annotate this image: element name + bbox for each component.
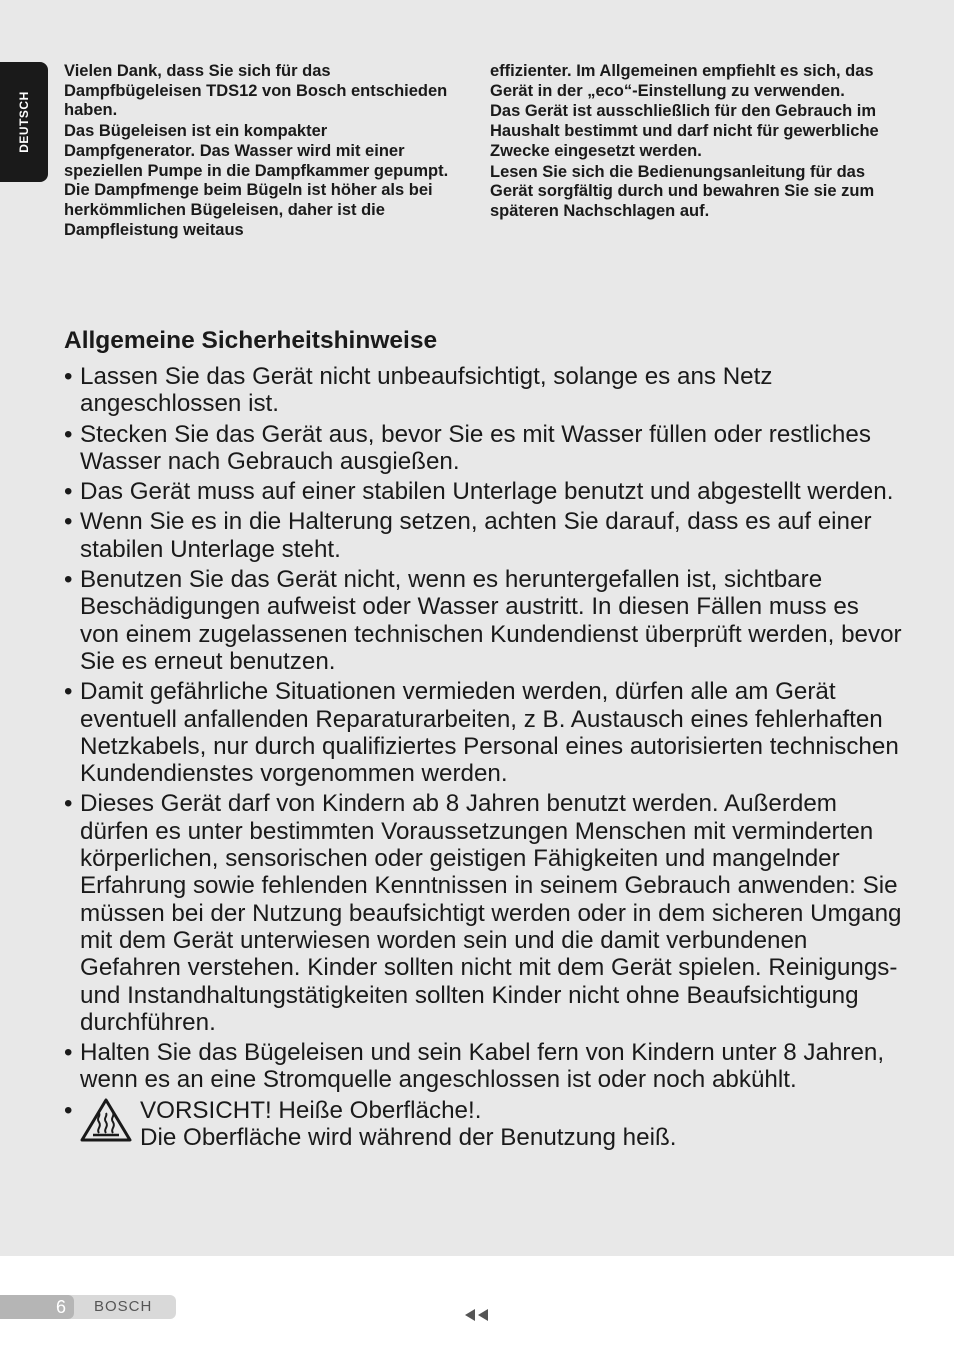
page-number-box (0, 1295, 74, 1319)
bullet: • (64, 420, 73, 448)
list-item-text: Benutzen Sie das Gerät nicht, wenn es heruntergefallen ist, sichtbare Beschädigungen aufweist oder Wasser austritt. In diesen Fällen muss es von einem zugelassenen technischen Kundendienst überprüft werden, bevor Sie es erneut benutzen. (80, 566, 902, 675)
list-item (64, 478, 904, 505)
warning-title: VORSICHT! Heiße Oberfläche!. (140, 1096, 482, 1124)
warning-text (140, 1097, 676, 1152)
list-item-text: Dieses Gerät darf von Kindern ab 8 Jahren benutzt werden. Außerdem dürfen es unter bestimmten Voraussetzungen Menschen mit verminderten körperlichen, sensorischen oder geistigen Fähigkeiten und mangelnder Erfahrung sowie fehlenden Kenntnissen in seinem Gebrauch anwenden: Sie müssen bei der Nutzung beaufsichtigt werden oder in dem sicheren Umgang mit dem Gerät unterwiesen worden sein und die damit verbundenen Gefahren verstehen. Kinder sollten nicht mit dem Gerät spielen. Reinigungs- und Instandhaltungstätigkeiten sollten Kinder nicht ohne Beaufsichtigung durchführen. (80, 790, 902, 1036)
intro-column-left (64, 62, 454, 241)
bullet: • (64, 363, 73, 390)
intro-paragraph: Das Bügeleisen ist ein kompakter Dampfgenerator. Das Wasser wird mit einer speziellen Pumpe in die Dampfkammer gepumpt. Die Dampfmenge beim Bügeln ist höher als bei herkömmlichen Bügeleisen, daher ist die Dampfleistung weitaus (64, 122, 449, 239)
language-tab (0, 62, 48, 182)
intro-column-right (490, 62, 900, 223)
bullet: • (64, 478, 73, 506)
warning-description: Die Oberfläche wird während der Benutzung heiß. (140, 1124, 677, 1152)
list-item-text: Damit gefährliche Situationen vermieden werden, dürfen alle am Gerät eventuell anfallenden Reparaturarbeiten, z B. Austausch eines fehlerhaften Netzkabels, nur durch qualifiziertes Personal eines autorisierten technischen Kundendienstes vorgenommen werden. (80, 678, 899, 788)
brand-name: BOSCH (94, 1298, 153, 1315)
rewind-arrows-icon[interactable] (462, 1307, 490, 1323)
bullet: • (64, 566, 73, 594)
intro-paragraph: effizienter. Im Allgemeinen empfiehlt es sich, das Gerät in der „eco“-Einstellung zu verwenden. (490, 62, 874, 100)
bullet: • (64, 1039, 73, 1067)
hot-surface-warning-icon (80, 1097, 132, 1143)
bullet: • (64, 790, 73, 818)
list-item-text: Stecken Sie das Gerät aus, bevor Sie es mit Wasser füllen oder restliches Wasser nach Gebrauch ausgießen. (80, 420, 871, 475)
intro-paragraph: Vielen Dank, dass Sie sich für das Dampfbügeleisen TDS12 von Bosch entschieden haben. (64, 62, 448, 120)
list-item-text: Das Gerät muss auf einer stabilen Unterlage benutzt und abgestellt werden. (80, 478, 894, 506)
list-item-text: Wenn Sie es in die Halterung setzen, achten Sie darauf, dass es auf einer stabilen Unterlage steht. (80, 508, 872, 563)
list-item (64, 1039, 904, 1094)
list-item (64, 678, 904, 787)
bullet: • (64, 1096, 73, 1124)
intro-paragraph: Lesen Sie sich die Bedienungsanleitung für das Gerät sorgfältig durch und bewahren Sie sie zum späteren Nachschlagen auf. (490, 162, 875, 220)
list-item-text: Lassen Sie das Gerät nicht unbeaufsichtigt, solange es ans Netz angeschlossen ist. (80, 363, 773, 418)
page-number: 6 (55, 1297, 66, 1317)
warning-item (64, 1097, 904, 1152)
language-tab-label: DEUTSCH (17, 91, 31, 153)
list-item (64, 421, 904, 476)
safety-list (64, 363, 904, 1151)
section-heading: Allgemeine Sicherheitshinweise (64, 327, 438, 354)
list-item-text: Halten Sie das Bügeleisen und sein Kabel fern von Kindern unter 8 Jahren, wenn es an eine Stromquelle angeschlossen ist oder noch abkühlt. (80, 1039, 885, 1094)
bullet: • (64, 678, 73, 706)
list-item (64, 790, 904, 1036)
list-item (64, 566, 904, 675)
bullet: • (64, 508, 73, 536)
warning-row (80, 1097, 904, 1152)
list-item (64, 363, 904, 418)
safety-section (64, 326, 904, 1154)
footer-pill (0, 1295, 176, 1319)
intro-paragraph: Das Gerät ist ausschließlich für den Gebrauch im Haushalt bestimmt und darf nicht für gewerbliche Zwecke eingesetzt werden. (490, 102, 879, 160)
list-item (64, 508, 904, 563)
